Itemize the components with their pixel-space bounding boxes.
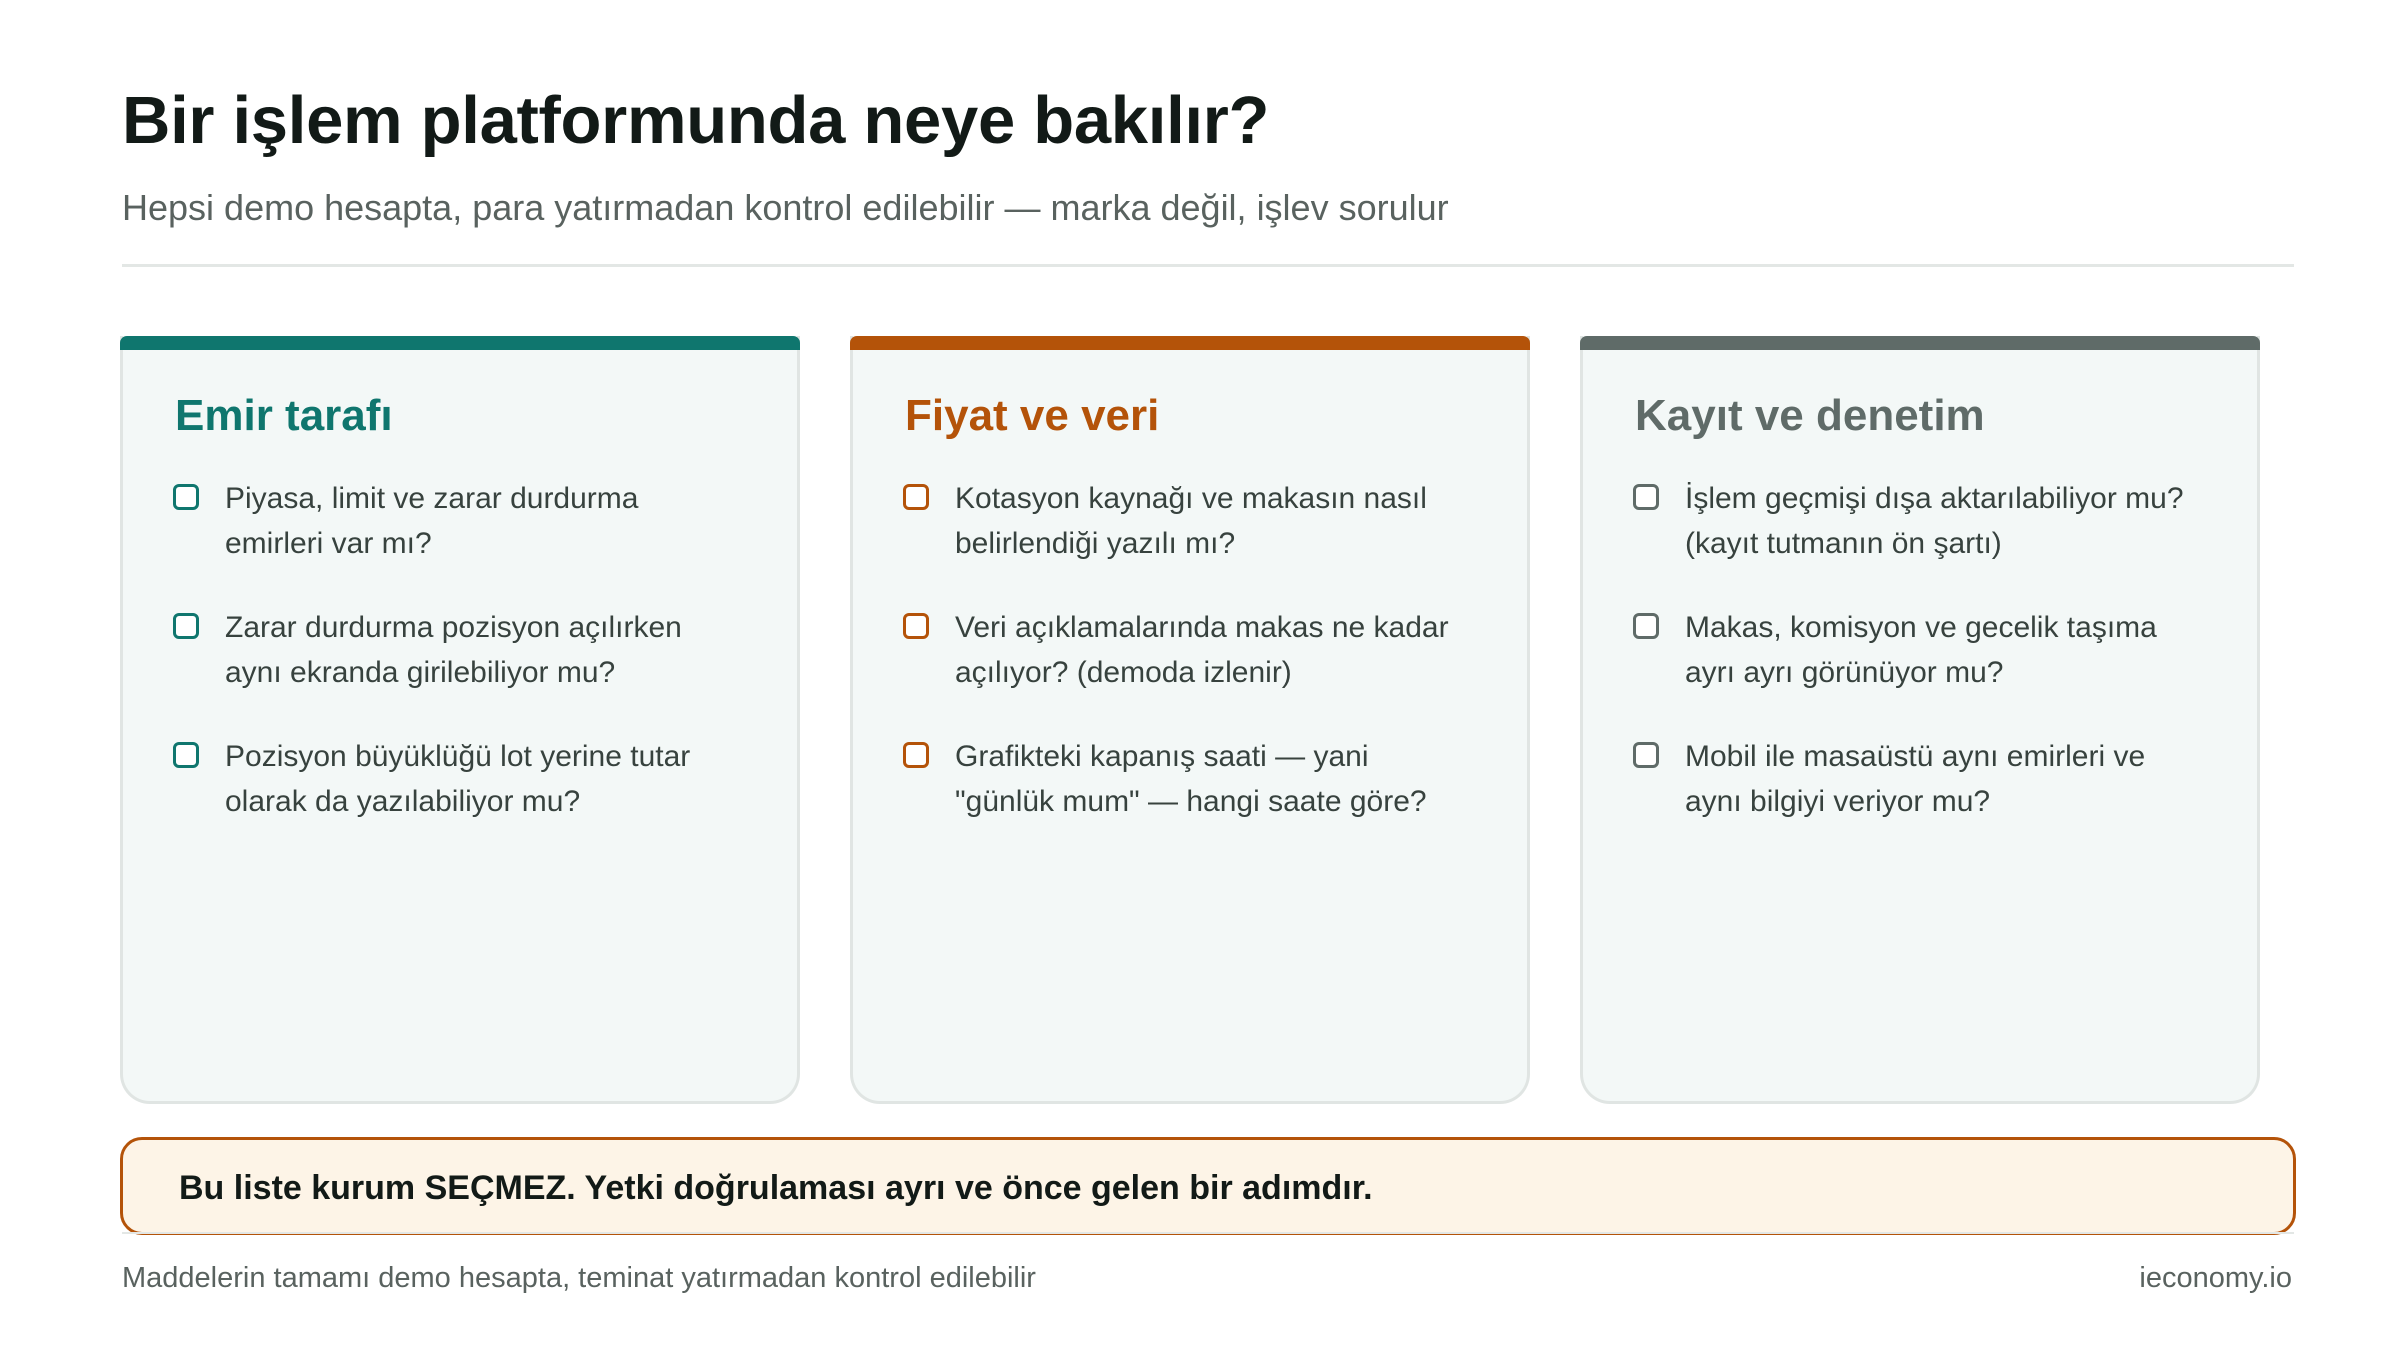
- warning-note-text: Bu liste kurum SEÇMEZ. Yetki doğrulaması ayrı ve önce gelen bir adımdır.: [179, 1169, 1373, 1207]
- checklist-item[interactable]: [1633, 476, 2193, 566]
- checklist: [903, 476, 1463, 863]
- header-divider: [122, 264, 2294, 267]
- checkbox-icon[interactable]: [173, 613, 199, 639]
- footer-source: ieconomy.io: [2139, 1262, 2292, 1294]
- checklist-item[interactable]: [173, 605, 733, 695]
- column-price-data: [850, 336, 1530, 1104]
- checklist-item[interactable]: [903, 476, 1463, 566]
- page-title: Bir işlem platformunda neye bakılır?: [122, 83, 1270, 158]
- checklist: [1633, 476, 2193, 863]
- checkbox-icon[interactable]: [1633, 742, 1659, 768]
- checkbox-icon[interactable]: [1633, 613, 1659, 639]
- column-order-side: [120, 336, 800, 1104]
- checkbox-icon[interactable]: [903, 613, 929, 639]
- column-title: Fiyat ve veri: [905, 391, 1160, 440]
- checklist-item[interactable]: [173, 476, 733, 566]
- footer-caption: Maddelerin tamamı demo hesapta, teminat yatırmadan kontrol edilebilir: [122, 1262, 1036, 1294]
- checklist-item[interactable]: [1633, 734, 2193, 824]
- checklist-item[interactable]: [903, 734, 1463, 824]
- warning-note: [120, 1137, 2296, 1235]
- checklist-item-text: Mobil ile masaüstü aynı emirleri ve aynı bilgiyi veriyor mu?: [1685, 740, 2146, 818]
- checklist-item-text: Zarar durdurma pozisyon açılırken aynı ekranda girilebiliyor mu?: [225, 611, 682, 689]
- checklist-item-text: Piyasa, limit ve zarar durdurma emirleri var mı?: [225, 482, 639, 560]
- checkbox-icon[interactable]: [903, 742, 929, 768]
- checklist-item-text: Pozisyon büyüklüğü lot yerine tutar olarak da yazılabiliyor mu?: [225, 740, 691, 818]
- column-accent-bar: [850, 336, 1530, 350]
- checklist: [173, 476, 733, 863]
- checklist-item[interactable]: [173, 734, 733, 824]
- column-records-audit: [1580, 336, 2260, 1104]
- checklist-item[interactable]: [903, 605, 1463, 695]
- checklist-columns: [120, 336, 2260, 1104]
- page-subtitle: Hepsi demo hesapta, para yatırmadan kontrol edilebilir — marka değil, işlev sorulur: [122, 187, 1449, 228]
- checklist-item-text: Kotasyon kaynağı ve makasın nasıl belirlendiği yazılı mı?: [955, 482, 1427, 560]
- checklist-item[interactable]: [1633, 605, 2193, 695]
- footer-divider: [122, 1232, 2294, 1234]
- checkbox-icon[interactable]: [903, 484, 929, 510]
- checklist-item-text: Grafikteki kapanış saati — yani "günlük mum" — hangi saate göre?: [955, 740, 1427, 818]
- checkbox-icon[interactable]: [173, 742, 199, 768]
- column-title: Kayıt ve denetim: [1635, 391, 1985, 440]
- checklist-item-text: İşlem geçmişi dışa aktarılabiliyor mu? (kayıt tutmanın ön şartı): [1685, 482, 2184, 560]
- column-accent-bar: [120, 336, 800, 350]
- column-accent-bar: [1580, 336, 2260, 350]
- checklist-item-text: Veri açıklamalarında makas ne kadar açılıyor? (demoda izlenir): [955, 611, 1449, 689]
- checkbox-icon[interactable]: [1633, 484, 1659, 510]
- checkbox-icon[interactable]: [173, 484, 199, 510]
- column-title: Emir tarafı: [175, 391, 393, 440]
- checklist-item-text: Makas, komisyon ve gecelik taşıma ayrı ayrı görünüyor mu?: [1685, 611, 2157, 689]
